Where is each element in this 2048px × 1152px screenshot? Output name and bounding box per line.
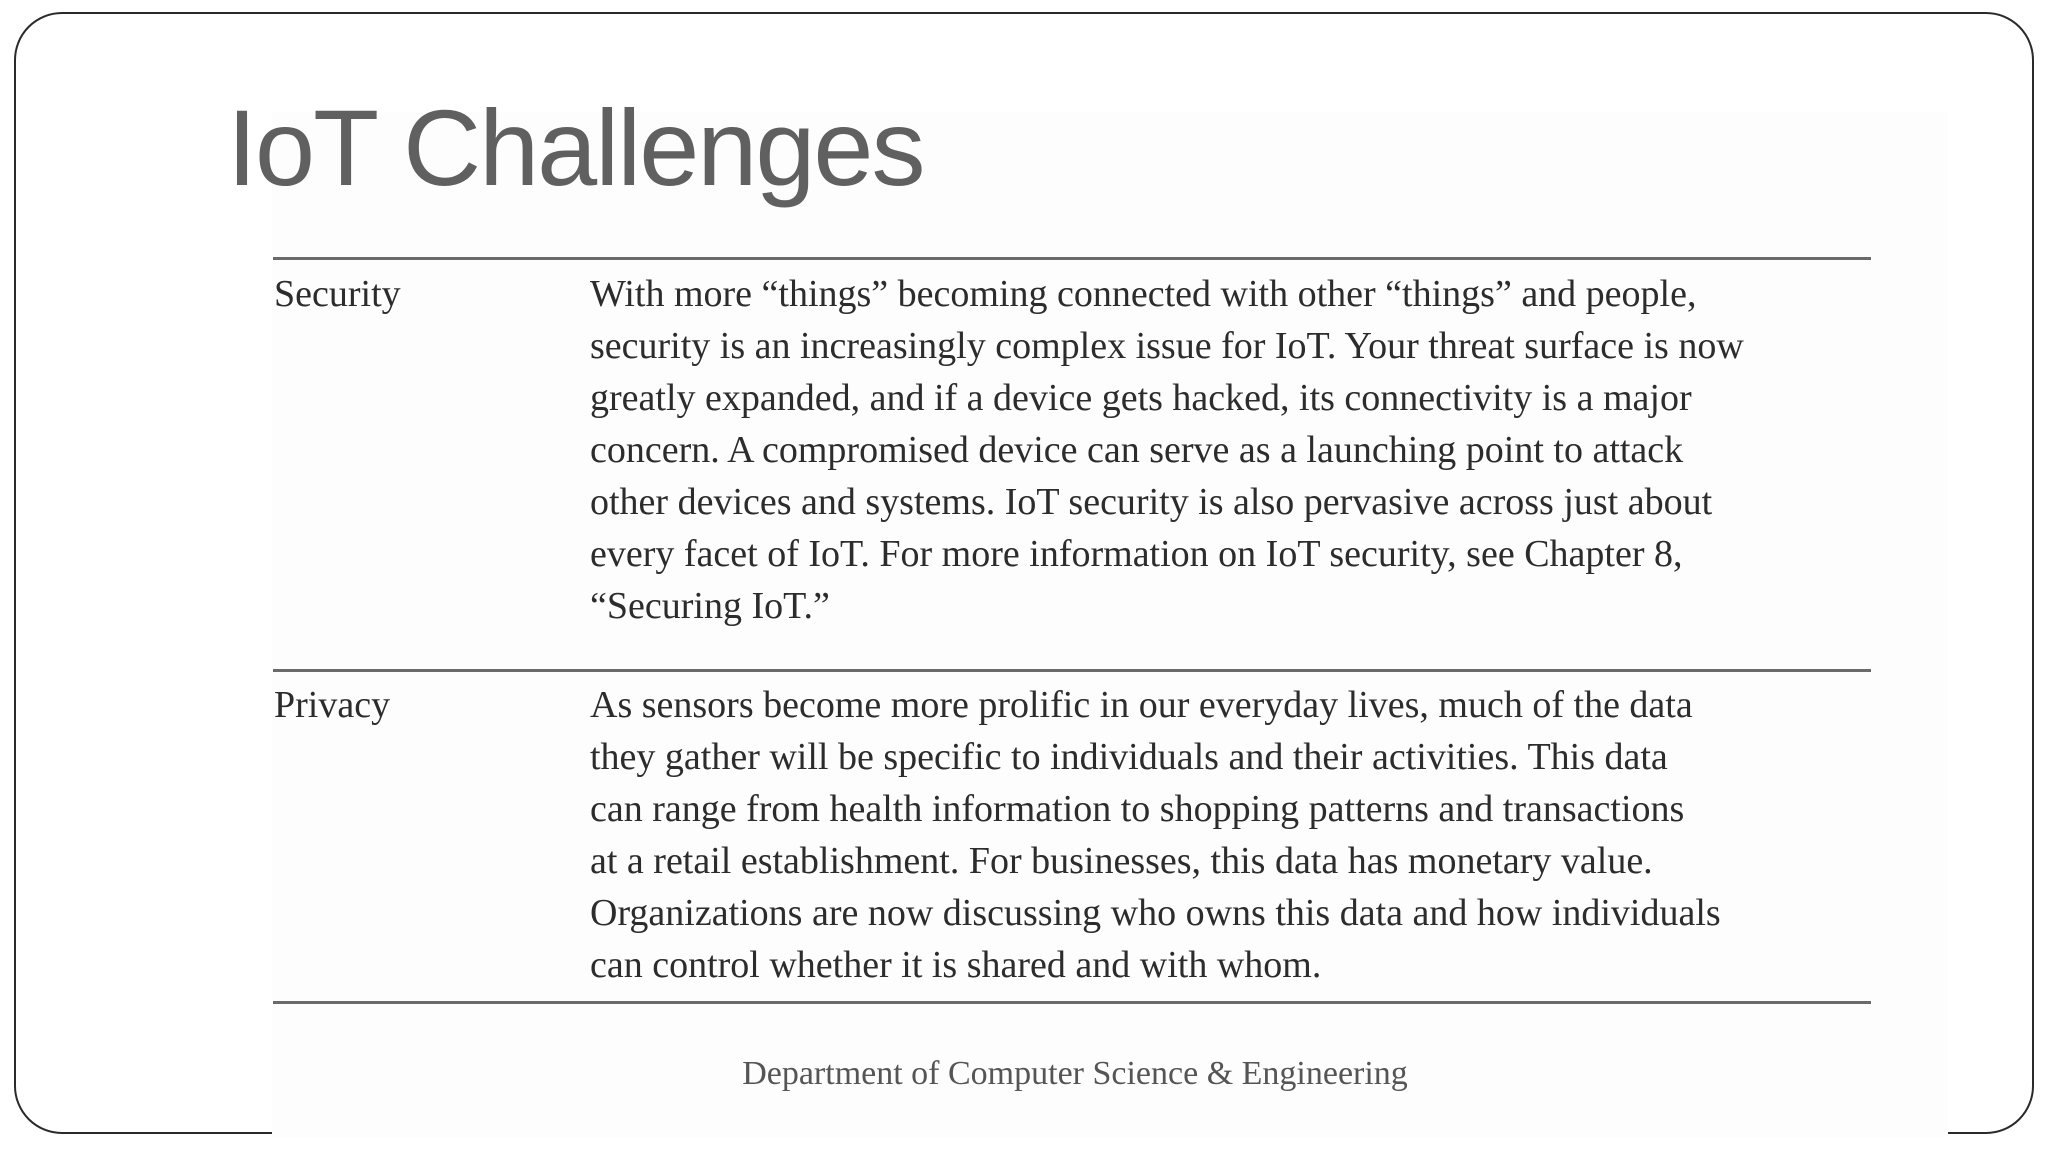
row-text-privacy <box>590 679 1890 991</box>
table-row-divider <box>273 669 1871 672</box>
text-line: greatly expanded, and if a device gets hacked, its connectivity is a major <box>590 377 1692 419</box>
table-top-rule <box>273 257 1871 260</box>
row-text-security <box>590 268 1890 632</box>
text-line: other devices and systems. IoT security is also pervasive across just about <box>590 481 1713 523</box>
text-line: With more “things” becoming connected with other “things” and people, <box>590 273 1697 315</box>
row-label-security: Security <box>274 273 401 315</box>
text-line: they gather will be specific to individuals and their activities. This data <box>590 736 1668 778</box>
text-line: concern. A compromised device can serve as a launching point to attack <box>590 429 1684 471</box>
slide-footer: Department of Computer Science & Engineering <box>742 1055 1408 1092</box>
slide-title: IoT Challenges <box>227 87 924 208</box>
text-line: can range from health information to shopping patterns and transactions <box>590 788 1685 830</box>
table-bottom-rule <box>273 1001 1871 1004</box>
text-line: security is an increasingly complex issue for IoT. Your threat surface is now <box>590 325 1744 367</box>
row-label-privacy: Privacy <box>274 684 391 726</box>
text-line: Organizations are now discussing who owns this data and how individuals <box>590 892 1721 934</box>
text-line: can control whether it is shared and with whom. <box>590 944 1322 986</box>
text-line: every facet of IoT. For more information on IoT security, see Chapter 8, <box>590 533 1683 575</box>
text-line: “Securing IoT.” <box>590 585 830 627</box>
text-line: at a retail establishment. For businesses, this data has monetary value. <box>590 840 1653 882</box>
text-line: As sensors become more prolific in our everyday lives, much of the data <box>590 684 1693 726</box>
